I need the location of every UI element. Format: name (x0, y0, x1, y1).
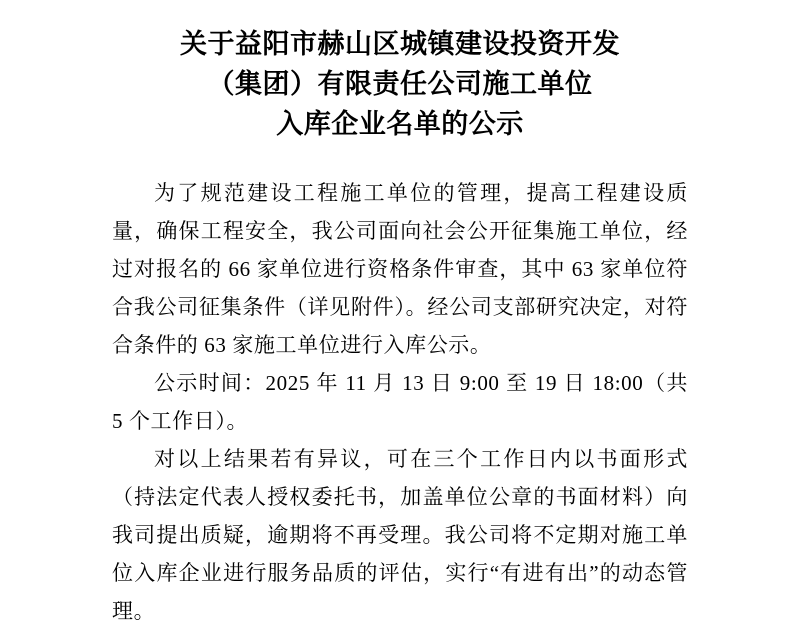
paragraph-3: 对以上结果若有异议，可在三个工作日内以书面形式（持法定代表人授权委托书，加盖单位公章的书面材料）向我司提出质疑，逾期将不再受理。我公司将不定期对施工单位入库企业进行服务品质的评估，实行“有进有出”的动态管理。 (112, 447, 688, 623)
title-line-3: 入库企业名单的公示 (276, 109, 524, 139)
paragraph-1: 为了规范建设工程施工单位的管理，提高工程建设质量，确保工程安全，我公司面向社会公开征集施工单位，经过对报名的 66 家单位进行资格条件审查，其中 63 家单位符合我公司征集条件（详见附件）。经公司支部研究决定，对符合条件的 63 家施工单位进行入库公示。 (112, 181, 688, 357)
title-line-2: （集团）有限责任公司施工单位 (207, 69, 593, 99)
title-line-1: 关于益阳市赫山区城镇建设投资开发 (180, 29, 620, 59)
page-title (112, 18, 688, 144)
document-body (112, 174, 688, 630)
paragraph-2: 公示时间：2025 年 11 月 13 日 9:00 至 19 日 18:00（共 5 个工作日）。 (112, 371, 688, 433)
